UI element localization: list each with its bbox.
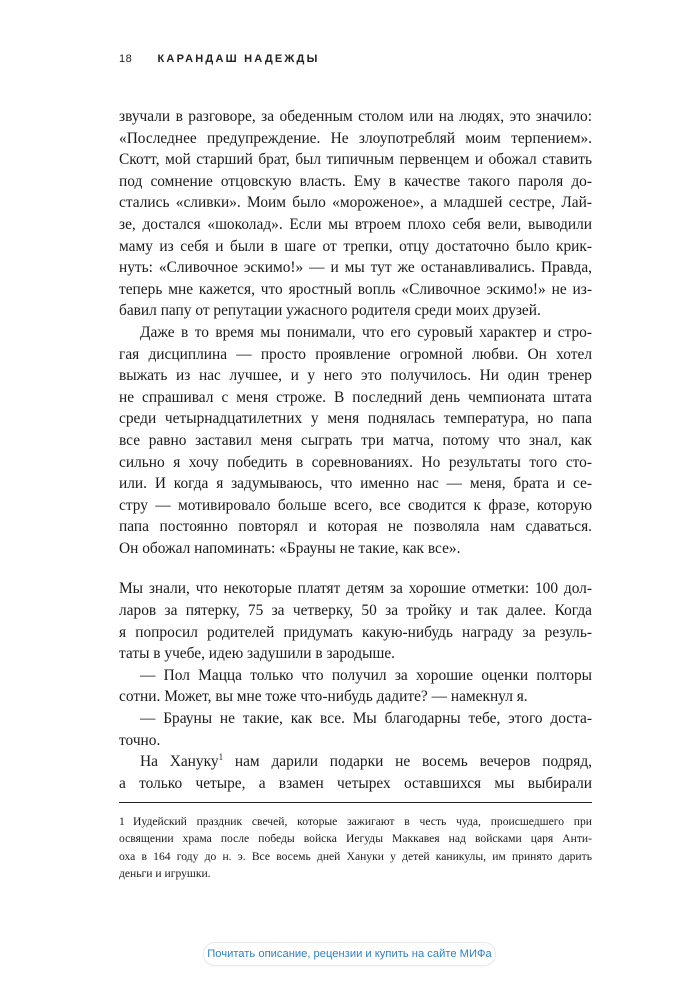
text-line: выжать из нас лучшее, и у него это получилось. Ни один тренер bbox=[119, 367, 592, 385]
text-line: звучали в разговоре, за обеденным столом или на людях, это значило: bbox=[119, 108, 592, 125]
footnote-line bbox=[119, 813, 592, 830]
text-line: среди четырнадцатилетних у меня поднялась температура, но папа bbox=[119, 410, 592, 428]
text-line: нуть: «Сливочное эскимо!» — и мы тут же останавливались. Правда, bbox=[119, 259, 592, 277]
text-line: — Брауны не такие, как все. Мы благодарны тебе, этого доста- bbox=[140, 710, 592, 728]
text-line: сотни. Может, вы мне тоже что-нибудь дадите? — намекнул я. bbox=[119, 688, 528, 706]
footnote-number: 1 bbox=[119, 815, 125, 828]
running-header bbox=[119, 53, 599, 65]
text-line: не спрашивал с меня строже. В последний день чемпионата штата bbox=[119, 388, 592, 406]
text-line: Скотт, мой старший брат, был типичным первенцем и обожал ставить bbox=[119, 151, 592, 169]
text-line: или. И когда я задумываюсь, что именно нас — меня, брата и се- bbox=[119, 475, 592, 493]
text-line: точно. bbox=[119, 731, 161, 749]
footnote-reference[interactable]: 1 bbox=[218, 752, 224, 763]
text-line: а только четыре, а взамен четырех оставшихся мы выбирали bbox=[119, 774, 592, 792]
text-line: Он обожал напоминать: «Брауны не такие, как все». bbox=[119, 539, 461, 557]
text-line: бавил папу от репутации ужасного родителя среди моих друзей. bbox=[119, 302, 541, 320]
text-line: папа постоянно повторял и которая не позволяла нам сдаваться. bbox=[119, 518, 592, 536]
text-line: — Пол Мацца только что получил за хорошие оценки полторы bbox=[140, 666, 592, 684]
footnote-line: освящении храма после победы войска Иегуды Маккавея над войсками царя Анти- bbox=[119, 832, 592, 846]
text-line: под сомнение отцовскую власть. Ему в качестве такого пароля до- bbox=[119, 172, 592, 190]
text-line: «Последнее предупреждение. Не злоупотребляй моим терпением». bbox=[119, 129, 592, 147]
text-line bbox=[119, 751, 592, 773]
text-line: гая дисциплина — просто проявление огромной любви. Он хотел bbox=[119, 345, 592, 363]
footnote-divider bbox=[119, 802, 592, 803]
text-line: маму из себя и были в шаге от трепки, отцу достаточно было крик- bbox=[119, 237, 592, 255]
footnote-line: деньги и игрушки. bbox=[119, 867, 211, 881]
footnote bbox=[119, 813, 592, 883]
text-line: Мы знали, что некоторые платят детям за хорошие отметки: 100 дол- bbox=[119, 580, 592, 598]
text-line: стались «сливки». Моим было «мороженое», а младшей сестре, Лай- bbox=[119, 194, 592, 212]
text-line-rest: нам дарили подарки не восемь вечеров подряд, bbox=[223, 753, 592, 771]
text-line: сильно я хочу победить в соревнованиях. Но результаты того сто- bbox=[119, 453, 592, 471]
footnote-line: оха в 164 году до н. э. Все восемь дней Хануки у детей каникулы, им принято дарить bbox=[119, 849, 592, 863]
text-line: таты в учебе, идею задушили в зародыше. bbox=[119, 645, 396, 663]
text-line: стру — мотивировало больше всего, все сводится к фразе, которую bbox=[119, 496, 592, 514]
text-line: зе, достался «шоколад». Если мы втроем плохо себя вели, выводили bbox=[119, 215, 592, 233]
book-title: КАРАНДАШ НАДЕЖДЫ bbox=[157, 53, 320, 65]
buy-on-mif-link-button[interactable]: Почитать описание, рецензии и купить на сайте МИФа bbox=[203, 942, 496, 966]
text-line: я попросил родителей придумать какую-нибудь награду за резуль- bbox=[119, 623, 592, 641]
body-text bbox=[119, 106, 592, 794]
section-break bbox=[119, 559, 592, 578]
hanukkah-word: На Хануку bbox=[140, 753, 219, 771]
text-line: все равно заставил меня сыграть три матча, потому что знал, как bbox=[119, 431, 592, 449]
text-line: ларов за пятерку, 75 за четверку, 50 за тройку и так далее. Когда bbox=[119, 602, 592, 620]
footnote-line-text: Иудейский праздник свечей, которые зажигают в честь чуда, происшедшего при bbox=[133, 815, 592, 828]
page-number: 18 bbox=[119, 53, 133, 65]
text-line: теперь мне кажется, что яростный вопль «Сливочное эскимо!» не из- bbox=[119, 280, 592, 298]
text-line: Даже в то время мы понимали, что его суровый характер и стро- bbox=[140, 323, 592, 341]
